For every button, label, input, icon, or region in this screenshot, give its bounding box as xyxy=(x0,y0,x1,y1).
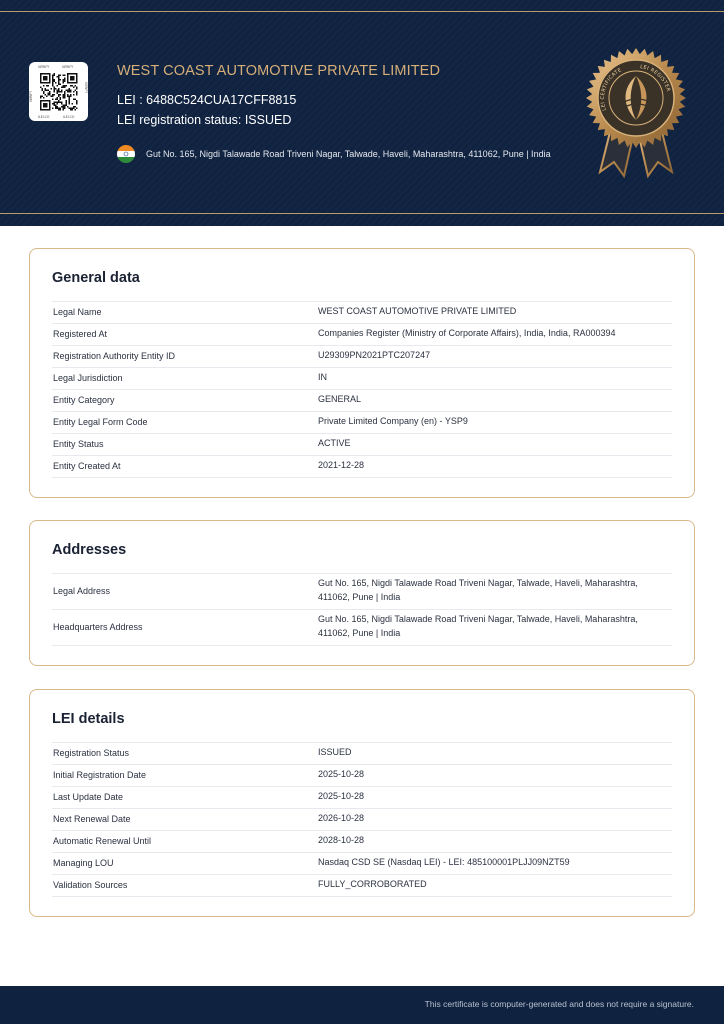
table-row xyxy=(52,324,672,346)
table-row xyxy=(52,765,672,787)
verification-qr-code[interactable] xyxy=(29,62,88,121)
table-row xyxy=(52,574,672,610)
qr-badge-label: ILEI.CO xyxy=(63,115,75,119)
row-label: Entity Legal Form Code xyxy=(53,417,148,427)
lei-certificate-seal-icon xyxy=(582,44,690,184)
row-value: Nasdaq CSD SE (Nasdaq LEI) - LEI: 485100001PLJJ09NZT59 xyxy=(318,857,570,867)
seal-text: LEI REGISTER xyxy=(639,63,672,93)
lei-details-title: LEI details xyxy=(52,711,125,727)
lei-details-table xyxy=(52,742,672,897)
certificate-footer xyxy=(0,986,724,1024)
table-row xyxy=(52,368,672,390)
row-value: ISSUED xyxy=(318,747,352,757)
row-value: U29309PN2021PTC207247 xyxy=(318,350,431,360)
row-label: Entity Created At xyxy=(53,461,121,471)
lei-code: LEI : 6488C524CUA17CFF8815 xyxy=(117,93,297,107)
qr-code-icon xyxy=(29,62,88,121)
header-bottom-rule xyxy=(0,213,724,214)
row-label: Entity Status xyxy=(53,439,104,449)
row-label: Last Update Date xyxy=(53,792,124,802)
table-row xyxy=(52,412,672,434)
table-row xyxy=(52,390,672,412)
row-value: FULLY_CORROBORATED xyxy=(318,879,427,889)
row-label: Automatic Renewal Until xyxy=(53,836,152,846)
general-data-title: General data xyxy=(52,270,140,286)
row-value: Companies Register (Ministry of Corporate Affairs), India, India, RA000394 xyxy=(318,328,616,338)
row-label: Managing LOU xyxy=(53,858,114,868)
footer-disclaimer: This certificate is computer-generated and does not require a signature. xyxy=(424,999,694,1009)
row-label: Entity Category xyxy=(53,395,115,405)
company-name: WEST COAST AUTOMOTIVE PRIVATE LIMITED xyxy=(117,63,441,79)
row-value: 2026-10-28 xyxy=(318,813,365,823)
seal-text: LEI CERTIFICATE xyxy=(599,67,623,112)
table-row xyxy=(52,346,672,368)
header-address: Gut No. 165, Nigdi Talawade Road Triveni Nagar, Talwade, Haveli, Maharashtra, 411062, Pune | India xyxy=(146,149,551,159)
qr-badge-label: ILEI.CO xyxy=(38,115,50,119)
qr-badge-label: VERIFY xyxy=(29,90,33,102)
qr-badge-label: VERIFY xyxy=(38,65,50,69)
row-label: Registration Authority Entity ID xyxy=(53,351,176,361)
row-label: Headquarters Address xyxy=(53,622,143,632)
row-value: IN xyxy=(318,372,327,382)
certificate-header xyxy=(0,0,724,226)
row-value: GENERAL xyxy=(318,394,362,404)
row-label: Registration Status xyxy=(53,748,130,758)
table-row xyxy=(52,302,672,324)
qr-badge-label: VERIFY xyxy=(62,65,74,69)
table-row xyxy=(52,743,672,765)
table-row xyxy=(52,456,672,478)
row-value: 2021-12-28 xyxy=(318,460,365,470)
row-label: Next Renewal Date xyxy=(53,814,131,824)
table-row xyxy=(52,809,672,831)
row-value: WEST COAST AUTOMOTIVE PRIVATE LIMITED xyxy=(318,306,517,316)
row-value: 2028-10-28 xyxy=(318,835,365,845)
general-data-card xyxy=(29,248,695,498)
lei-details-card xyxy=(29,689,695,917)
addresses-table xyxy=(52,573,672,646)
india-flag-icon xyxy=(117,145,135,163)
row-value: Private Limited Company (en) - YSP9 xyxy=(318,416,468,426)
table-row xyxy=(52,831,672,853)
row-value: ACTIVE xyxy=(318,438,351,448)
general-data-table xyxy=(52,301,672,478)
registration-status: LEI registration status: ISSUED xyxy=(117,113,292,127)
table-row xyxy=(52,875,672,897)
addresses-title: Addresses xyxy=(52,542,127,558)
row-label: Legal Jurisdiction xyxy=(53,373,123,383)
row-label: Initial Registration Date xyxy=(53,770,147,780)
header-top-rule xyxy=(0,11,724,12)
table-row xyxy=(52,853,672,875)
table-row xyxy=(52,787,672,809)
row-label: Legal Name xyxy=(53,307,102,317)
addresses-card xyxy=(29,520,695,666)
row-value: 2025-10-28 xyxy=(318,791,365,801)
row-value: Gut No. 165, Nigdi Talawade Road Triveni Nagar, Talwade, Haveli, Maharashtra, 411062, Pune | India xyxy=(318,614,638,638)
table-row xyxy=(52,610,672,646)
row-label: Validation Sources xyxy=(53,880,128,890)
row-label: Legal Address xyxy=(53,586,111,596)
row-value: Gut No. 165, Nigdi Talawade Road Triveni Nagar, Talwade, Haveli, Maharashtra, 411062, Pune | India xyxy=(318,578,638,602)
row-value: 2025-10-28 xyxy=(318,769,365,779)
qr-badge-label: VERIFY xyxy=(84,82,88,94)
table-row xyxy=(52,434,672,456)
row-label: Registered At xyxy=(53,329,108,339)
